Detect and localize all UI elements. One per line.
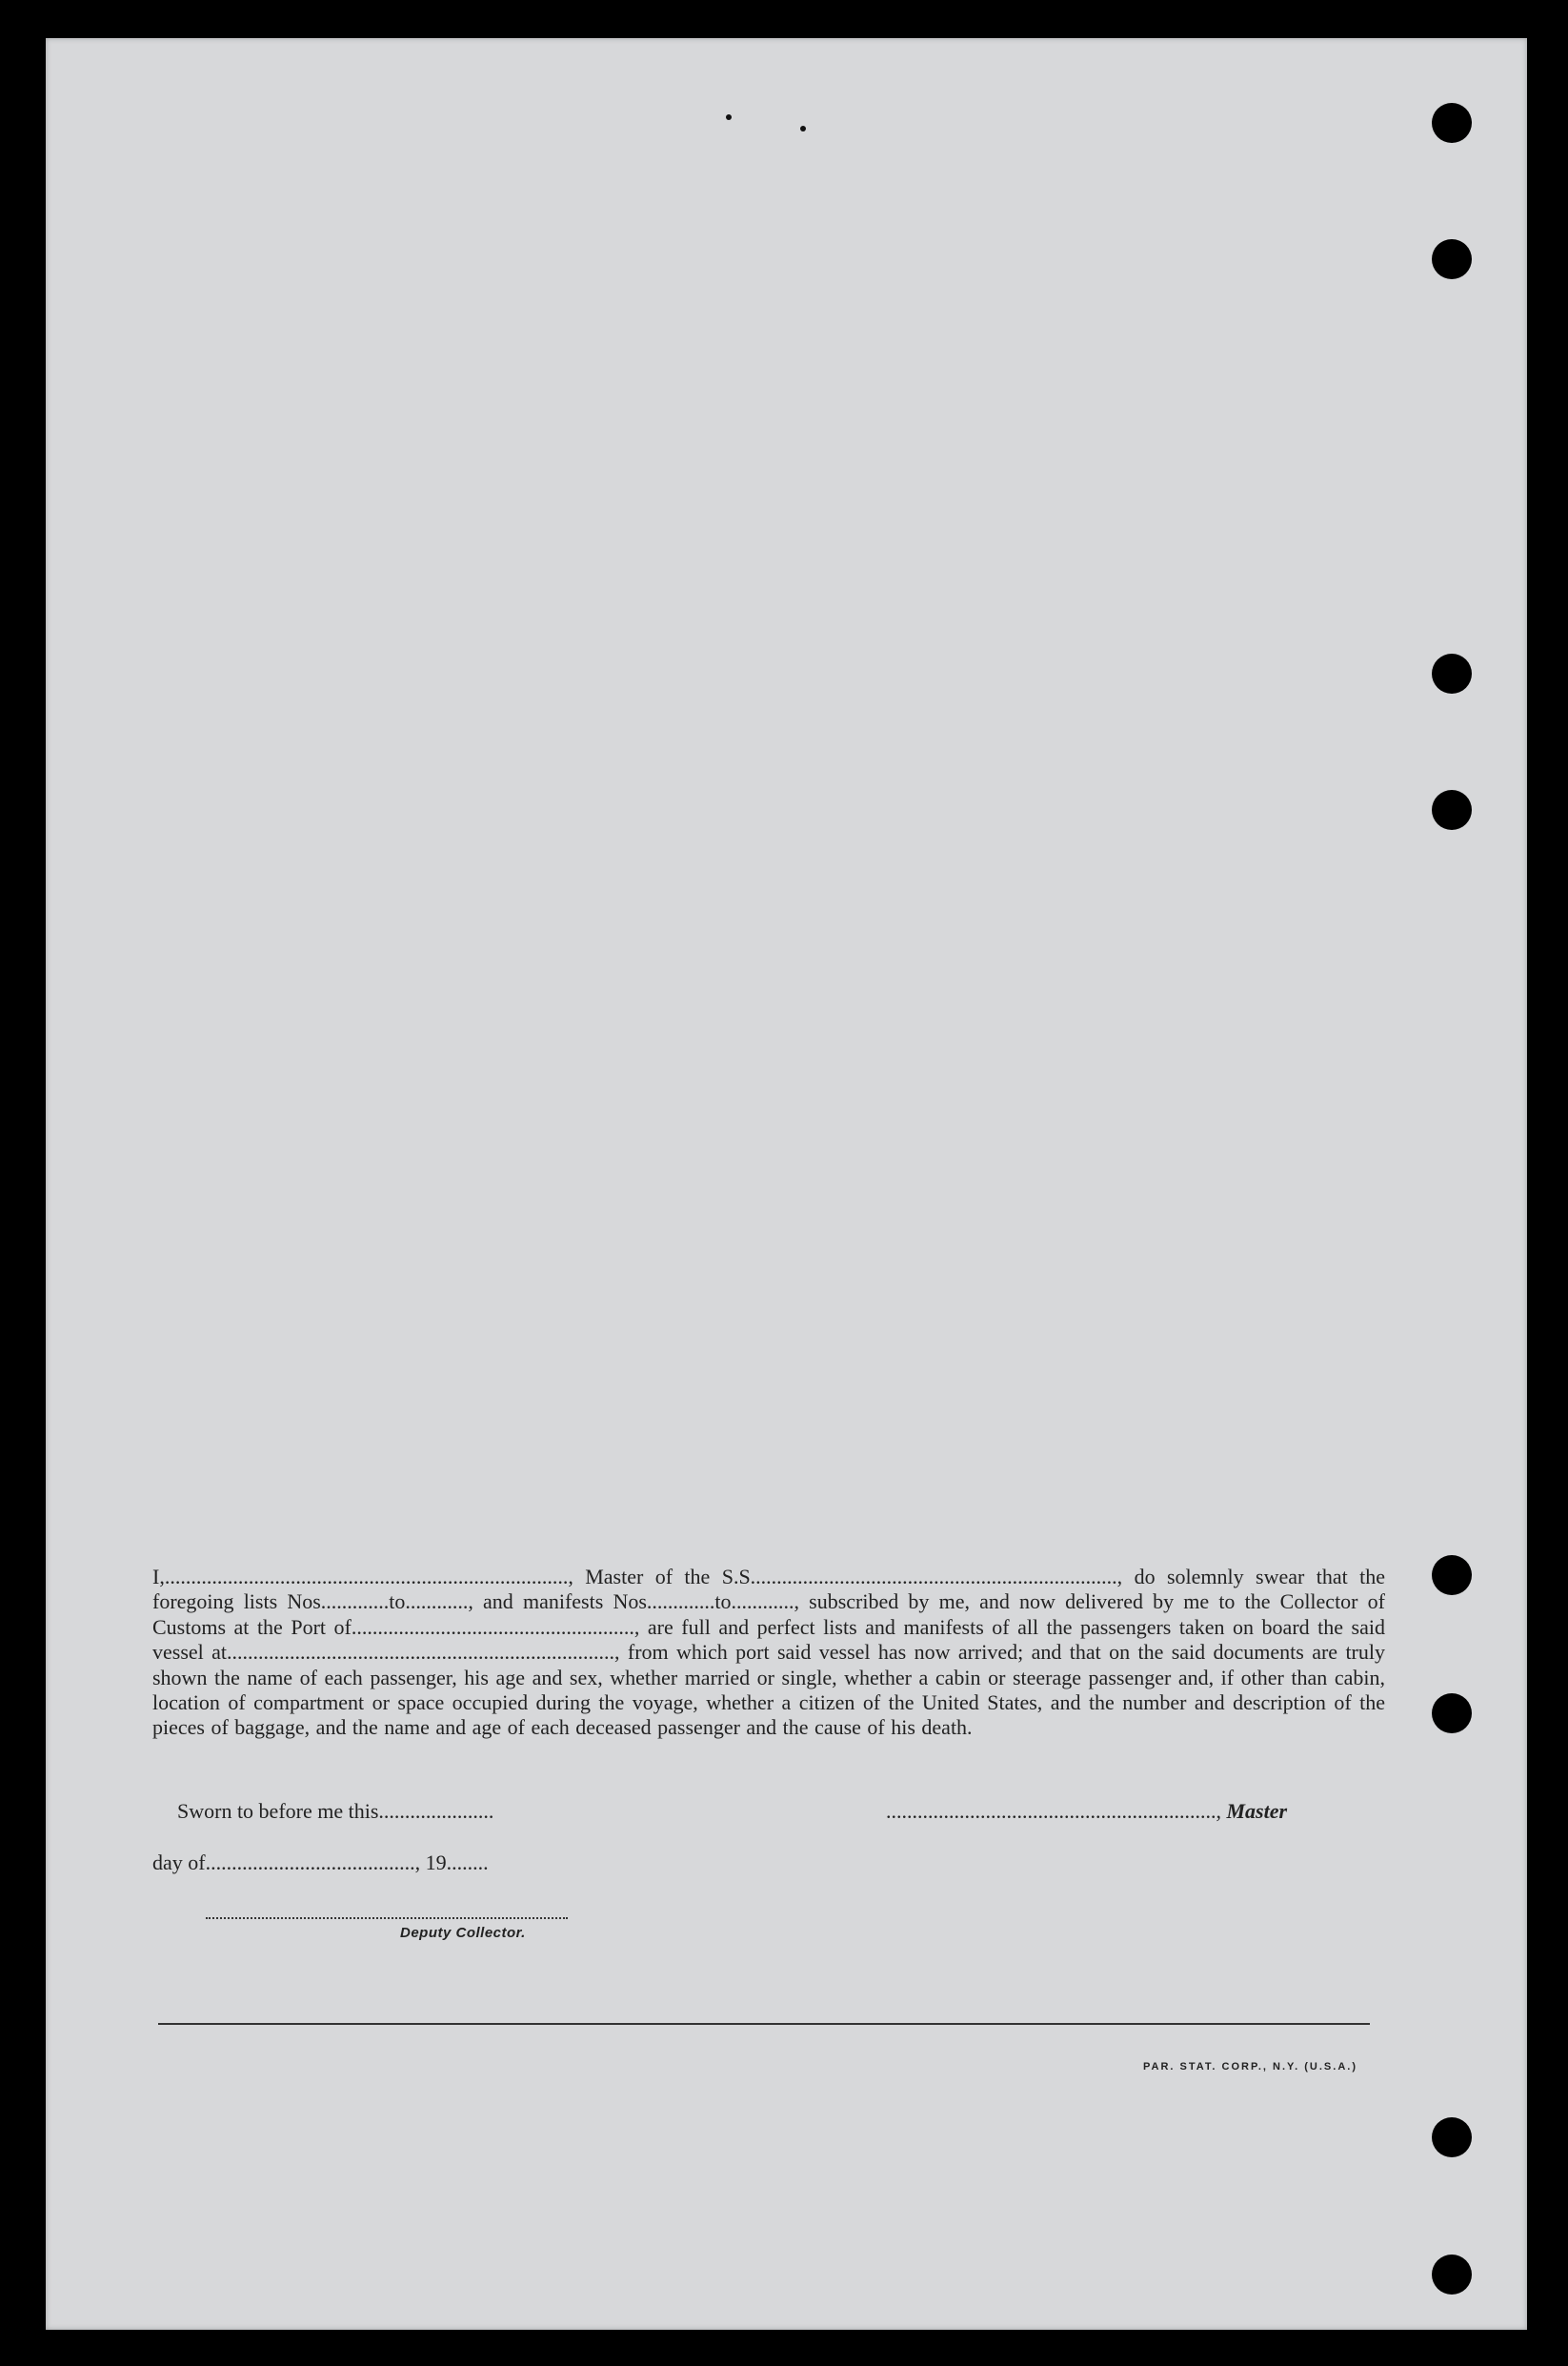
deputy-collector-label: Deputy Collector. — [400, 1925, 526, 1941]
punch-hole — [1432, 2117, 1472, 2157]
printer-imprint: PAR. STAT. CORP., N.Y. (U.S.A.) — [1143, 2061, 1357, 2073]
master-oath-paragraph: I,............................................................................., Master of the S.S......................................................................, do solemnly swear that the foregoing lists Nos.............to............, and manifests Nos.............to............, subscribed by me, and now delivered by me to the Collector of Customs at the Port of......................................................, are full and perfect lists and manifests of all the passengers taken on board the said vessel at.........................................................................., from which port said vessel has now arrived; and that on the said documents are truly shown the name of each passenger, his age and sex, whether married or single, whether a cabin or steerage passenger and, if other than cabin, location of compartment or space occupied during the voyage, whether a citizen of the United States, and the number and description of the pieces of baggage, and the name and age of each deceased passenger and the cause of his death. — [152, 1565, 1385, 1740]
sworn-line: Sworn to before me this...................... — [177, 1799, 494, 1823]
bottom-rule — [158, 2023, 1370, 2025]
manifest-back-page — [46, 38, 1527, 2330]
master-label: Master — [1226, 1799, 1288, 1823]
punch-hole — [1432, 2255, 1472, 2295]
ink-speck — [726, 114, 732, 120]
ink-speck — [800, 126, 806, 131]
punch-hole — [1432, 790, 1472, 830]
punch-hole — [1432, 103, 1472, 143]
master-signature-line — [886, 1799, 1287, 1824]
master-signature-dots: ..............................................................., — [886, 1799, 1221, 1823]
day-line: day of........................................, 19........ — [152, 1850, 489, 1874]
deputy-signature-line — [206, 1917, 568, 1919]
punch-hole — [1432, 654, 1472, 694]
punch-hole — [1432, 1693, 1472, 1733]
punch-hole — [1432, 1555, 1472, 1595]
punch-hole — [1432, 239, 1472, 279]
